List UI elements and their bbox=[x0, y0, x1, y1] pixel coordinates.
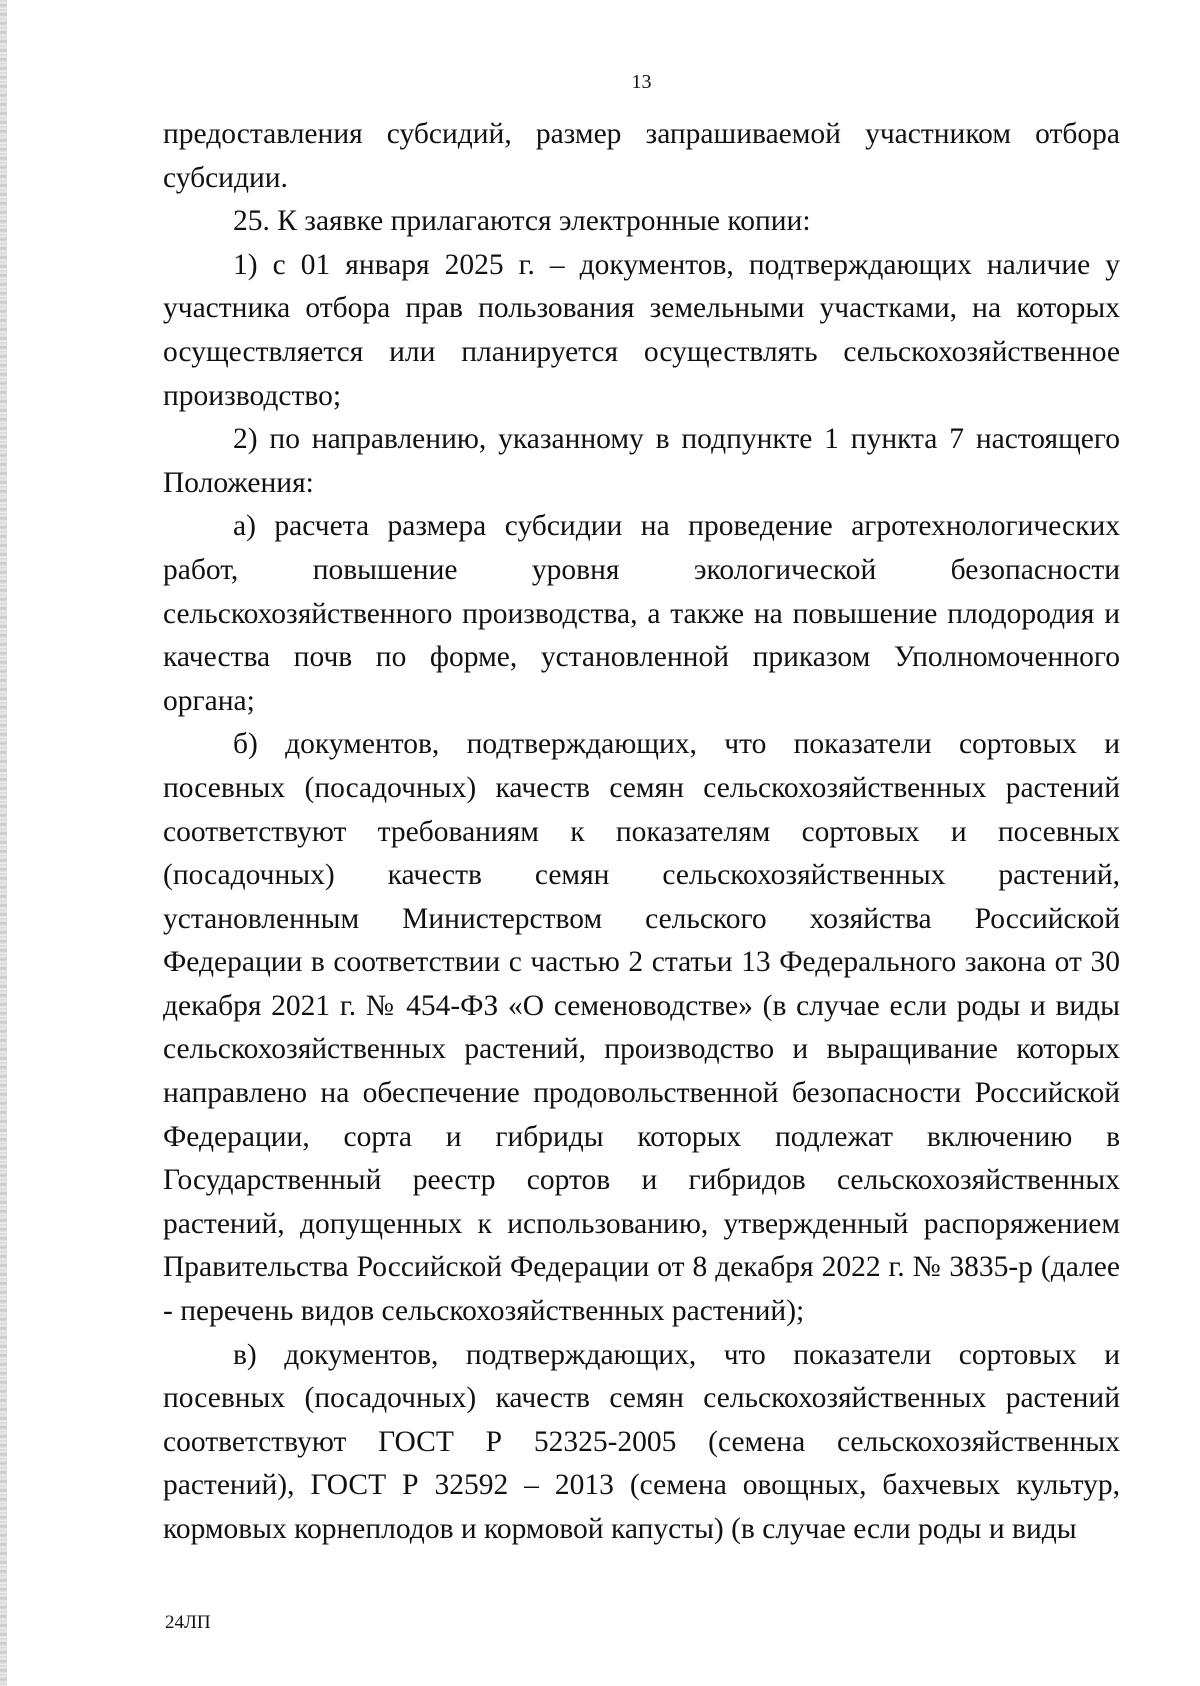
paragraph-subitem-1: 1) с 01 января 2025 г. – документов, подтверждающих наличие у участника отбора прав пользования земельными участками, на которых осуществляется или планируется осуществлять сельскохозяйственное производство; bbox=[163, 248, 1120, 412]
footer-document-code: 24ЛП bbox=[165, 1612, 211, 1633]
paragraph-subitem-v: в) документов, подтверждающих, что показатели сортовых и посевных (посадочных) качеств семян сельскохозяйственных растений соответствуют ГОСТ Р 52325-2005 (семена сельскохозяйственных растений), ГОСТ Р 32592 – 2013 (семена овощных, бахчевых культур, кормовых корнеплодов и кормовой капусты) (в случае если роды и виды bbox=[163, 1338, 1120, 1545]
paragraph-subitem-b: б) документов, подтверждающих, что показатели сортовых и посевных (посадочных) качеств семян сельскохозяйственных растений соответствуют требованиям к показателям сортовых и посевных (посадочных) качеств семян сельскохозяйственных растений, установленным Министерством сельского хозяйства Российской Федерации в соответствии с частью 2 статьи 13 Федерального закона от 30 декабря 2021 г. № 454-ФЗ «О семеноводстве» (в случае если роды и виды сельскохозяйственных растений, производство и выращивание которых направлено на обеспечение продовольственной безопасности Российской Федерации, сорта и гибриды которых подлежат включению в Государственный реестр сортов и гибридов сельскохозяйственных растений, допущенных к использованию, утвержденный распоряжением Правительства Российской Федерации от 8 декабря 2022 г. № 3835-р (далее - перечень видов сельскохозяйственных растений); bbox=[163, 728, 1120, 1328]
paragraph-item-25: 25. К заявке прилагаются электронные копии: bbox=[233, 205, 811, 238]
page-number: 13 bbox=[631, 71, 652, 93]
document-body bbox=[163, 113, 1120, 1552]
paragraph-subitem-2: 2) по направлению, указанному в подпункте 1 пункта 7 настоящего Положения: bbox=[163, 423, 1120, 499]
paragraph-continuation: предоставления субсидий, размер запрашиваемой участником отбора субсидии. bbox=[163, 118, 1120, 194]
scan-edge-artifact bbox=[0, 0, 7, 1686]
paragraph-subitem-a: а) расчета размера субсидии на проведение агротехнологических работ, повышение уровня экологической безопасности сельскохозяйственного производства, а также на повышение плодородия и качества почв по форме, установленной приказом Уполномоченного органа; bbox=[163, 510, 1120, 717]
